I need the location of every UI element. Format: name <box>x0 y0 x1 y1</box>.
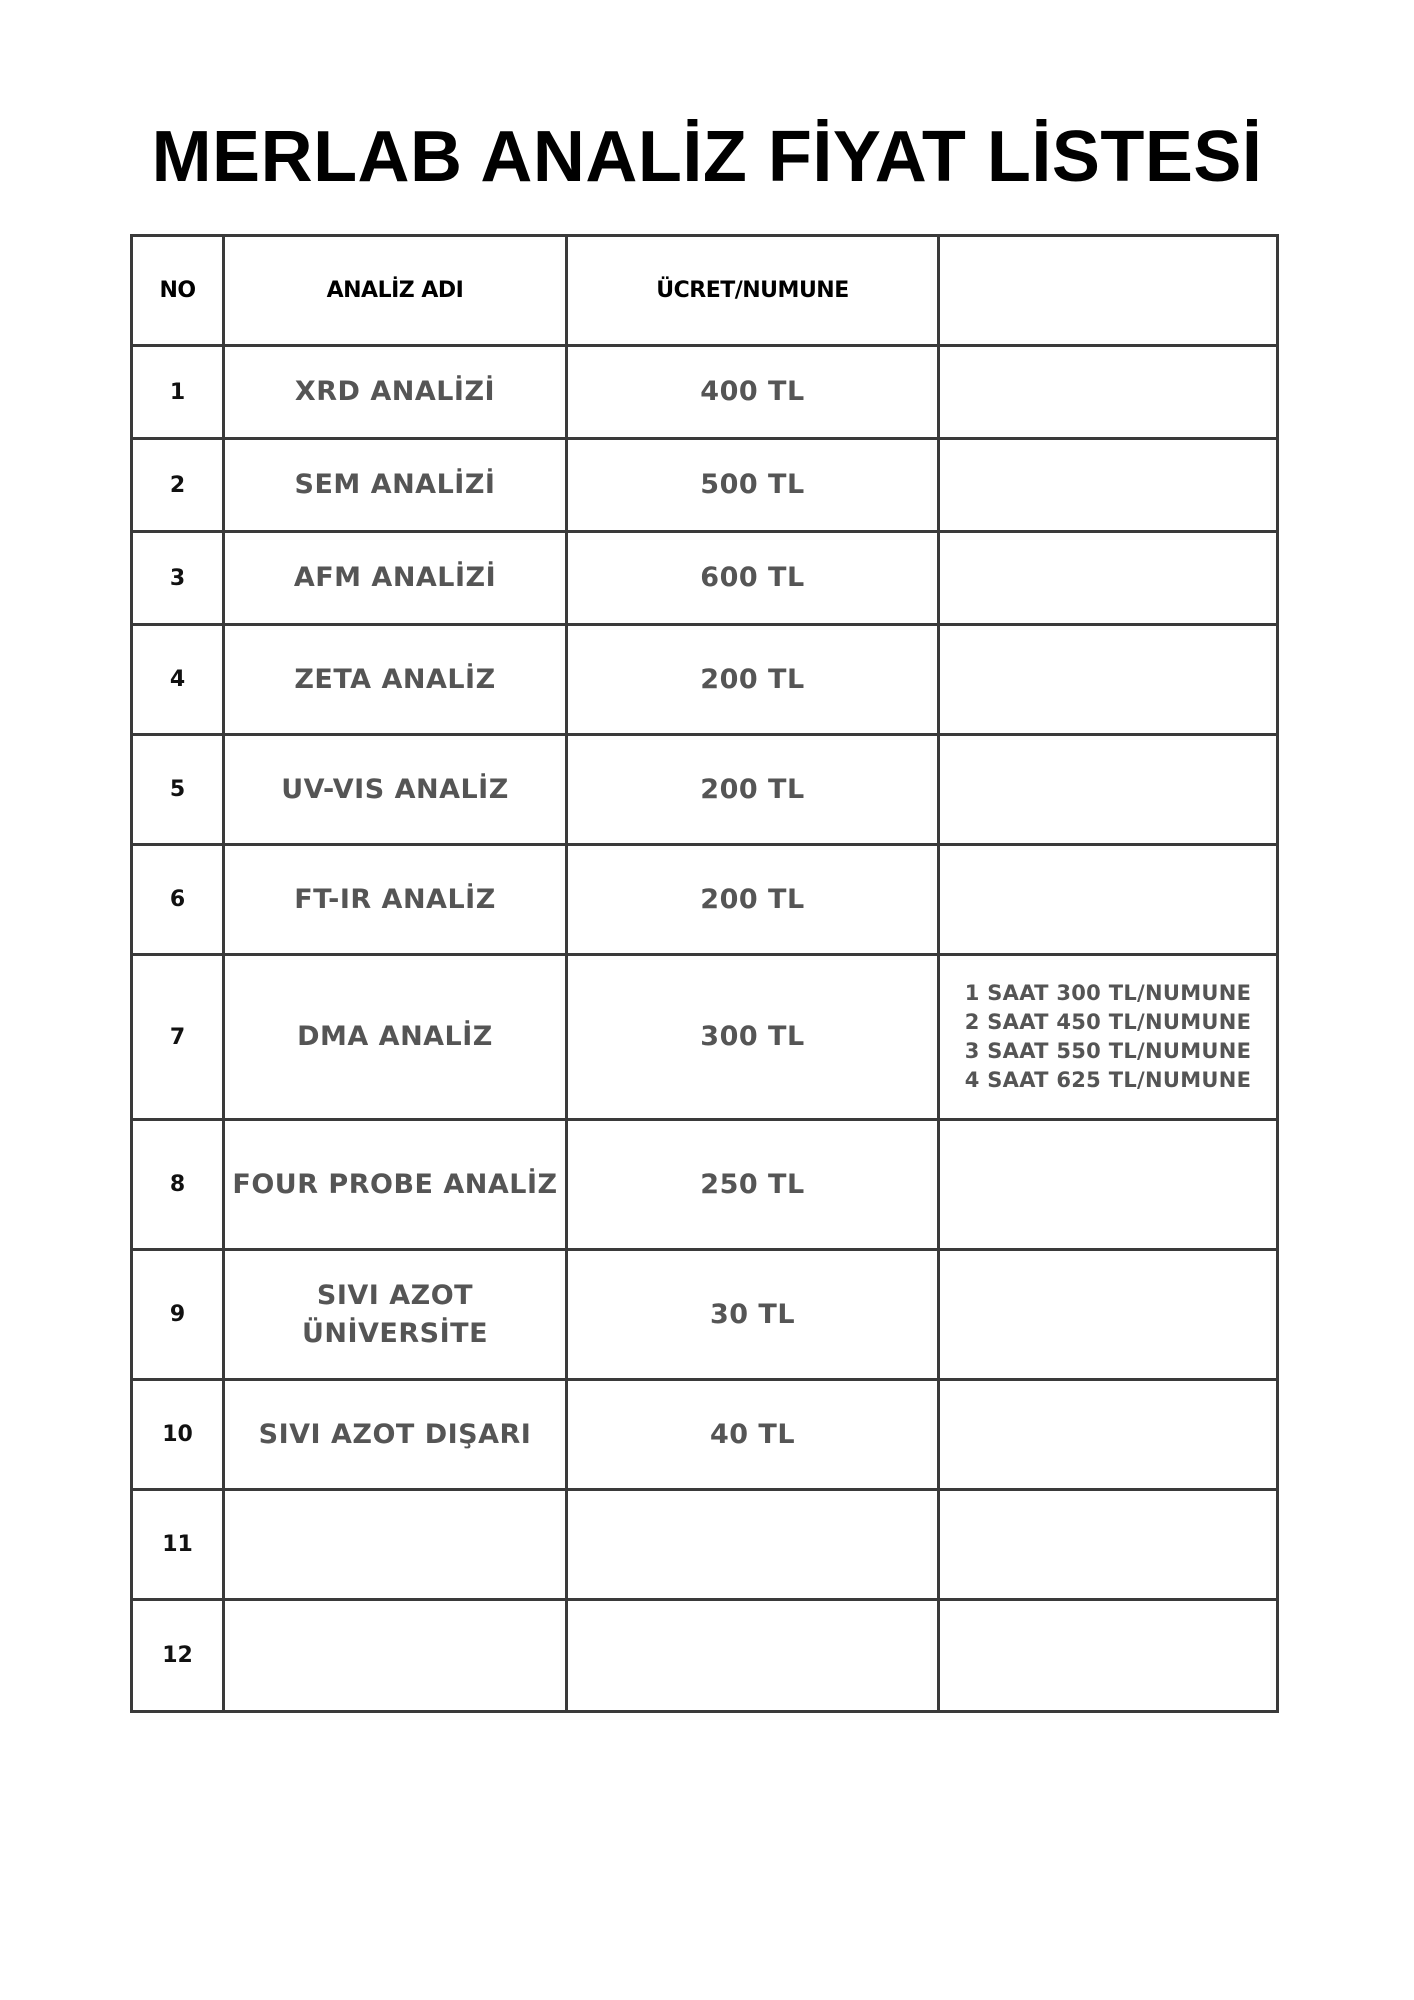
analysis-note <box>939 845 1278 955</box>
analysis-price: 200 TL <box>567 625 939 735</box>
analysis-name: XRD ANALİZİ <box>224 346 567 439</box>
duration-price-line: 4 SAAT 625 TL/NUMUNE <box>964 1068 1252 1092</box>
analysis-note <box>939 346 1278 439</box>
analysis-price: 250 TL <box>567 1120 939 1250</box>
analysis-price: 300 TL <box>567 955 939 1120</box>
header-note <box>939 236 1278 346</box>
table-row <box>132 532 1278 625</box>
analysis-price: 200 TL <box>567 845 939 955</box>
row-number: 10 <box>132 1380 224 1490</box>
analysis-note <box>939 735 1278 845</box>
analysis-note <box>939 1380 1278 1490</box>
duration-price-line: 1 SAAT 300 TL/NUMUNE <box>964 981 1252 1005</box>
analysis-name: DMA ANALİZ <box>224 955 567 1120</box>
row-number: 2 <box>132 439 224 532</box>
duration-price-line: 2 SAAT 450 TL/NUMUNE <box>964 1010 1252 1034</box>
analysis-name: SEM ANALİZİ <box>224 439 567 532</box>
analysis-price: 400 TL <box>567 346 939 439</box>
table-row <box>132 1380 1278 1490</box>
analysis-note <box>939 1490 1278 1600</box>
analysis-name: UV-VIS ANALİZ <box>224 735 567 845</box>
analysis-price: 30 TL <box>567 1250 939 1380</box>
analysis-note <box>939 625 1278 735</box>
table-row <box>132 1250 1278 1380</box>
analysis-name: SIVI AZOT ÜNİVERSİTE <box>224 1250 567 1380</box>
row-number: 6 <box>132 845 224 955</box>
header-price-per-sample: ÜCRET/NUMUNE <box>567 236 939 346</box>
table-row <box>132 625 1278 735</box>
row-number: 7 <box>132 955 224 1120</box>
table-header-row <box>132 236 1278 346</box>
analysis-note <box>939 955 1278 1120</box>
analysis-price <box>567 1490 939 1600</box>
analysis-note <box>939 439 1278 532</box>
analysis-name: AFM ANALİZİ <box>224 532 567 625</box>
row-number: 3 <box>132 532 224 625</box>
duration-price-line: 3 SAAT 550 TL/NUMUNE <box>964 1039 1252 1063</box>
table-row <box>132 955 1278 1120</box>
price-table <box>130 234 1279 1713</box>
analysis-name: ZETA ANALİZ <box>224 625 567 735</box>
analysis-price <box>567 1600 939 1712</box>
row-number: 5 <box>132 735 224 845</box>
analysis-name: FOUR PROBE ANALİZ <box>224 1120 567 1250</box>
table-row <box>132 1600 1278 1712</box>
header-no: NO <box>132 236 224 346</box>
row-number: 1 <box>132 346 224 439</box>
table-row <box>132 845 1278 955</box>
analysis-name <box>224 1600 567 1712</box>
header-analysis-name: ANALİZ ADI <box>224 236 567 346</box>
analysis-price: 600 TL <box>567 532 939 625</box>
row-number: 12 <box>132 1600 224 1712</box>
analysis-name: FT-IR ANALİZ <box>224 845 567 955</box>
analysis-name <box>224 1490 567 1600</box>
page-title: MERLAB ANALİZ FİYAT LİSTESİ <box>151 117 1263 197</box>
analysis-note <box>939 1600 1278 1712</box>
row-number: 9 <box>132 1250 224 1380</box>
table-row <box>132 439 1278 532</box>
analysis-name: SIVI AZOT DIŞARI <box>224 1380 567 1490</box>
analysis-price: 200 TL <box>567 735 939 845</box>
table-row <box>132 1120 1278 1250</box>
table-row <box>132 735 1278 845</box>
row-number: 4 <box>132 625 224 735</box>
analysis-note <box>939 1250 1278 1380</box>
row-number: 11 <box>132 1490 224 1600</box>
row-number: 8 <box>132 1120 224 1250</box>
analysis-note <box>939 1120 1278 1250</box>
analysis-price: 500 TL <box>567 439 939 532</box>
analysis-note <box>939 532 1278 625</box>
table-row <box>132 346 1278 439</box>
table-row <box>132 1490 1278 1600</box>
analysis-price: 40 TL <box>567 1380 939 1490</box>
